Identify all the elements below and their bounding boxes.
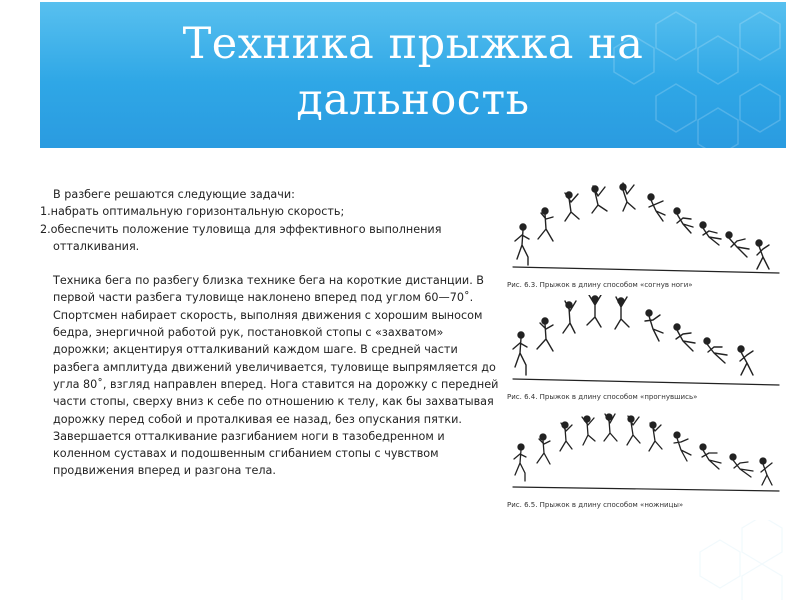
long-jump-figure xyxy=(507,181,785,518)
title-line-2: дальность xyxy=(296,75,530,125)
paragraph-line: разбега амплитуда движений увеличивается, туловище выпрямляется до xyxy=(53,360,496,374)
paragraph-line: Спортсмен набирает скорость, выполняя движения с хорошим выносом xyxy=(53,308,483,322)
body-text xyxy=(40,186,499,480)
title-line-1: Техника прыжка на xyxy=(182,19,644,69)
figure-caption-1: Рис. 6.3. Прыжок в длину способом «согнув ноги» xyxy=(507,281,693,289)
figure-caption-3: Рис. 6.5. Прыжок в длину способом «ножницы» xyxy=(507,501,684,509)
paragraph-gap xyxy=(40,255,488,272)
paragraph-line: продвижения вперед и разгона тела. xyxy=(53,464,276,478)
paragraph-line: дорожку перед собой и проталкивая ее назад, без опускания пятки. xyxy=(53,412,462,426)
paragraph-line: первой части разбега туловище наклонено вперед под углом 60—70˚. xyxy=(53,291,474,305)
hexagon-decoration-icon xyxy=(600,520,800,600)
paragraph-line: бедра, энергичной работой рук, постановкой стопы с «захватом» xyxy=(53,326,444,340)
slide-title xyxy=(40,16,786,128)
paragraph-line: дорожки; акцентируя отталкиваний каждом шаге. В средней части xyxy=(53,343,458,357)
intro-text: В разбеге решаются следующие задачи: xyxy=(53,188,295,201)
paragraph-line: части стопы, сверху вниз к себе по отношению к телу, как бы захватывая xyxy=(53,395,494,409)
task-item-2-cont: отталкивания. xyxy=(53,239,140,253)
jump-sequence-3-image xyxy=(507,411,785,497)
paragraph-line: угла 80˚, взгляд направлен вперед. Нога ставится на дорожку с передней xyxy=(53,377,499,391)
paragraph-line: коленном суставах и подошвенным сгибанием стопы с чувством xyxy=(53,447,439,461)
title-banner xyxy=(40,2,786,148)
task-item-2: 2.обеспечить положение туловища для эффективного выполнения xyxy=(40,222,442,236)
jump-sequence-1-image xyxy=(507,181,785,279)
figure-caption-2: Рис. 6.4. Прыжок в длину способом «прогнувшись» xyxy=(507,393,698,401)
jump-sequence-2-image xyxy=(507,295,785,389)
paragraph-line: Завершается отталкивание разгибанием ноги в тазобедренном и xyxy=(53,429,445,443)
task-item-1: 1.набрать оптимальную горизонтальную скорость; xyxy=(40,205,345,219)
paragraph-line: Техника бега по разбегу близка технике бега на короткие дистанции. В xyxy=(53,274,484,288)
